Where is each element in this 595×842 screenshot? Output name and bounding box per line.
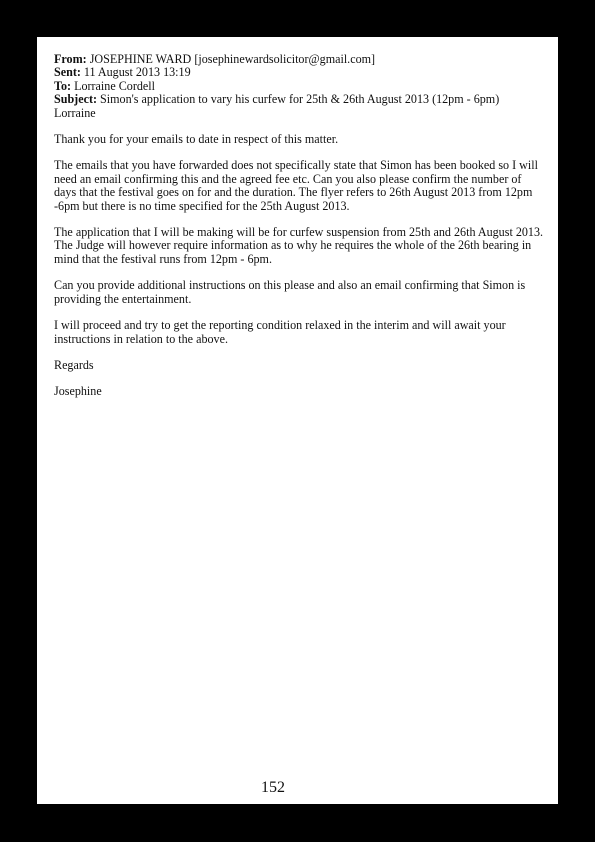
paragraph-3: The application that I will be making will be for curfew suspension from 25th and 26th August 2013. The Judge will however require information as to why he requires the whole of the 26th bearing in mind that the festival runs from 12pm - 6pm. <box>54 225 544 266</box>
paragraph-2: The emails that you have forwarded does not specifically state that Simon has been booked so I will need an email confirming this and the agreed fee etc. Can you also please confirm the number of days that the festival goes on for and the duration. The flyer refers to 26th August 2013 from 12pm -6pm but there is no time specified for the 25th August 2013. <box>54 158 538 213</box>
closing-regards: Regards <box>54 357 94 372</box>
signature-name: Josephine <box>54 384 102 399</box>
sent-line <box>54 66 546 79</box>
to-label: To: <box>54 78 72 93</box>
page-number: 152 <box>261 779 285 796</box>
salutation: Lorraine <box>54 105 96 120</box>
paragraph-5: I will proceed and try to get the reporting condition relaxed in the interim and will await your instructions in relation to the above. <box>54 318 506 346</box>
from-value: JOSEPHINE WARD [josephinewardsolicitor@gmail.com] <box>89 52 376 66</box>
to-value: Lorraine Cordell <box>74 78 155 93</box>
from-line <box>54 53 546 66</box>
sent-label: Sent: <box>54 65 81 80</box>
to-line <box>54 80 546 93</box>
subject-label: Subject: <box>54 92 97 107</box>
sent-value: 11 August 2013 13:19 <box>83 65 191 80</box>
from-label: From: <box>54 52 87 66</box>
document-page <box>37 37 558 804</box>
email-body <box>54 53 546 399</box>
subject-line <box>54 93 546 106</box>
paragraph-1: Thank you for your emails to date in respect of this matter. <box>54 132 339 147</box>
subject-value: Simon's application to vary his curfew for 25th & 26th August 2013 (12pm - 6pm) <box>100 92 500 107</box>
paragraph-4: Can you provide additional instructions on this please and also an email confirming that Simon is providing the entertainment. <box>54 278 526 306</box>
